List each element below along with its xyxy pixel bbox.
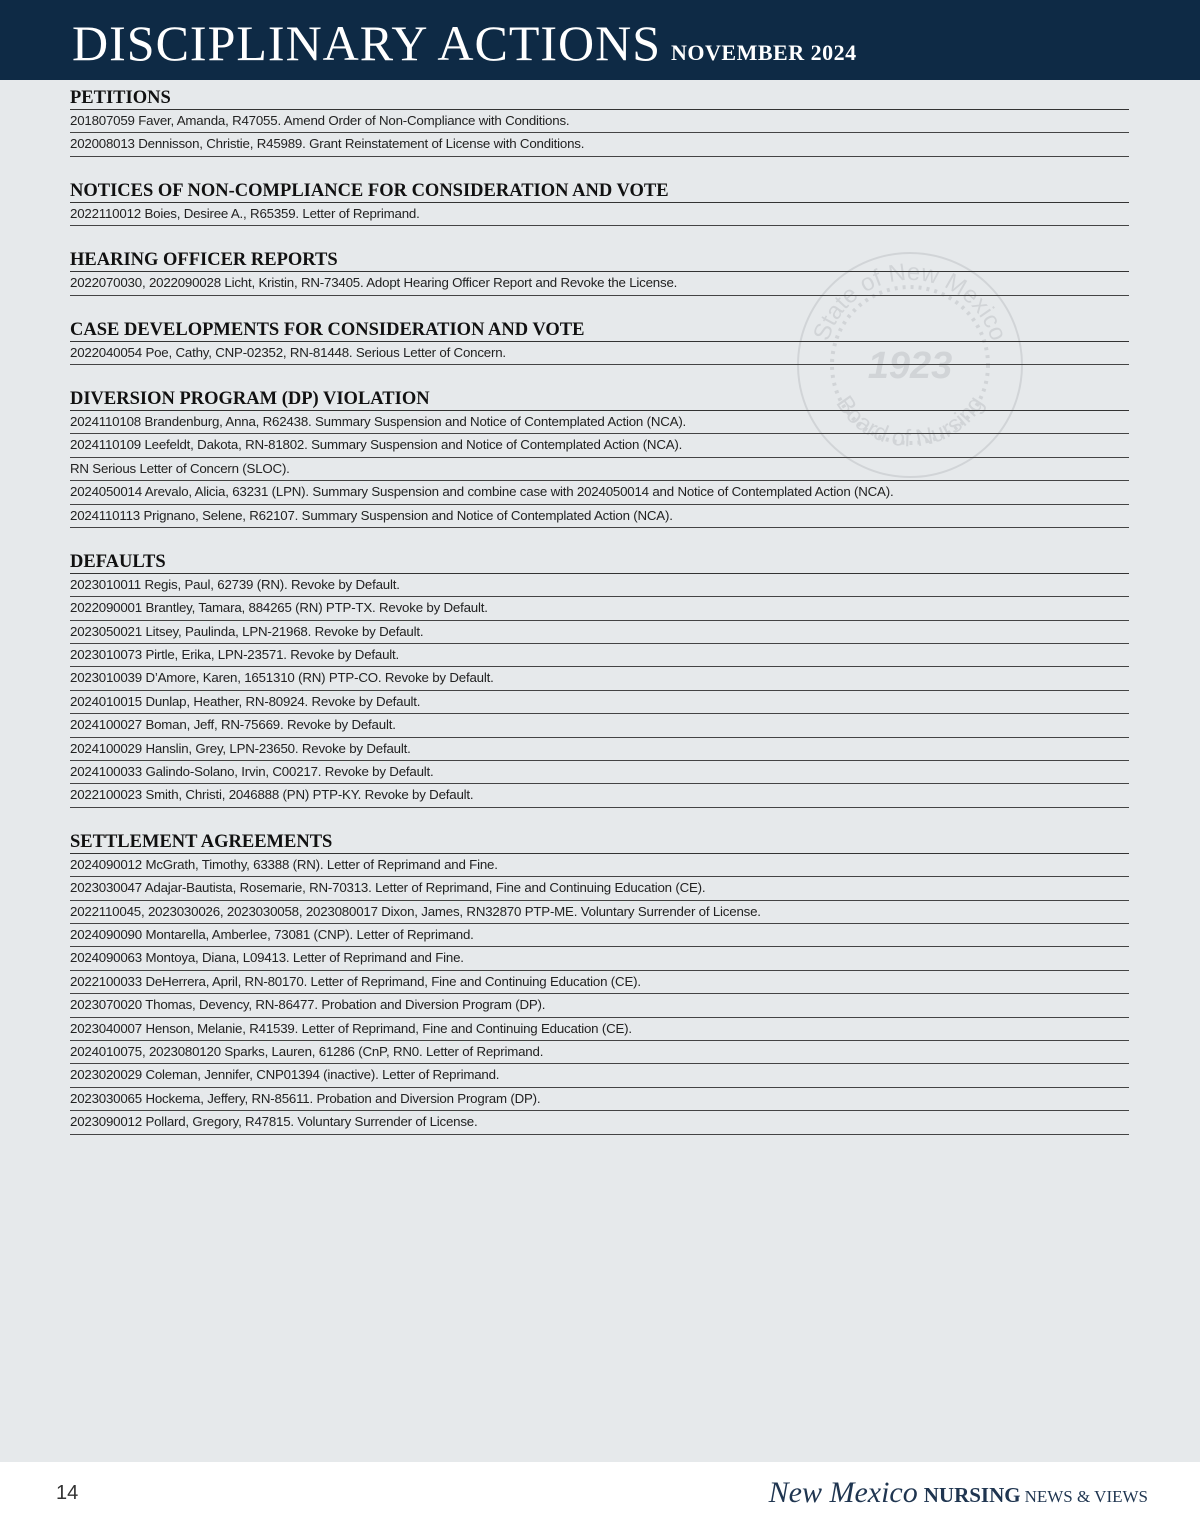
action-entry: 2024090063 Montoya, Diana, L09413. Letter of Reprimand and Fine. — [70, 947, 1129, 970]
action-entry: 2022100033 DeHerrera, April, RN-80170. Letter of Reprimand, Fine and Continuing Education (CE). — [70, 971, 1129, 994]
section — [70, 250, 1129, 295]
action-entry: 2023020029 Coleman, Jennifer, CNP01394 (inactive). Letter of Reprimand. — [70, 1064, 1129, 1087]
page-number: 14 — [56, 1482, 79, 1504]
action-entry: 2023050021 Litsey, Paulinda, LPN-21968. Revoke by Default. — [70, 621, 1129, 644]
action-entry: 2024100027 Boman, Jeff, RN-75669. Revoke by Default. — [70, 714, 1129, 737]
action-entry: 2024010015 Dunlap, Heather, RN-80924. Revoke by Default. — [70, 691, 1129, 714]
section-heading: CASE DEVELOPMENTS FOR CONSIDERATION AND VOTE — [70, 320, 1129, 342]
title-text: DISCIPLINARY ACTIONS — [72, 15, 662, 71]
section — [70, 88, 1129, 157]
page-footer — [0, 1462, 1200, 1540]
action-entry: 2024010075, 2023080120 Sparks, Lauren, 61286 (CnP, RN0. Letter of Reprimand. — [70, 1041, 1129, 1064]
action-entry: 2024110108 Brandenburg, Anna, R62438. Summary Suspension and Notice of Contemplated Action (NCA). — [70, 411, 1129, 434]
action-entry: 2024090012 McGrath, Timothy, 63388 (RN). Letter of Reprimand and Fine. — [70, 854, 1129, 877]
action-entry: 201807059 Faver, Amanda, R47055. Amend Order of Non-Compliance with Conditions. — [70, 110, 1129, 133]
action-entry: 2023010011 Regis, Paul, 62739 (RN). Revoke by Default. — [70, 574, 1129, 597]
section — [70, 552, 1129, 808]
action-entry: 2022090001 Brantley, Tamara, 884265 (RN) PTP-TX. Revoke by Default. — [70, 597, 1129, 620]
section-heading: HEARING OFFICER REPORTS — [70, 250, 1129, 272]
action-entry: 2023030047 Adajar-Bautista, Rosemarie, RN-70313. Letter of Reprimand, Fine and Continuing Education (CE). — [70, 877, 1129, 900]
section — [70, 320, 1129, 365]
issue-date: NOVEMBER 2024 — [671, 40, 857, 65]
section-heading: SETTLEMENT AGREEMENTS — [70, 832, 1129, 854]
page-title — [72, 13, 857, 83]
action-entry: 202008013 Dennisson, Christie, R45989. Grant Reinstatement of License with Conditions. — [70, 133, 1129, 156]
section — [70, 832, 1129, 1135]
action-entry: 2024090090 Montarella, Amberlee, 73081 (CNP). Letter of Reprimand. — [70, 924, 1129, 947]
section-heading: DEFAULTS — [70, 552, 1129, 574]
seal-year: 1923 — [867, 345, 953, 387]
publication-masthead — [769, 1476, 1148, 1510]
action-entry: 2024110109 Leefeldt, Dakota, RN-81802. Summary Suspension and Notice of Contemplated Action (NCA). — [70, 434, 1129, 457]
action-entry: 2024050014 Arevalo, Alicia, 63231 (LPN). Summary Suspension and combine case with 2024050014 and Notice of Contemplated Action (NCA). — [70, 481, 1129, 504]
masthead-script: New Mexico — [768, 1476, 918, 1509]
section-heading: DIVERSION PROGRAM (DP) VIOLATION — [70, 389, 1129, 411]
header-banner — [0, 0, 1200, 80]
section-heading: PETITIONS — [70, 88, 1129, 110]
masthead-rest: NEWS & VIEWS — [1024, 1487, 1148, 1506]
action-entry: 2022110012 Boies, Desiree A., R65359. Letter of Reprimand. — [70, 203, 1129, 226]
masthead-bold: NURSING — [923, 1483, 1021, 1507]
action-entry: 2023010073 Pirtle, Erika, LPN-23571. Revoke by Default. — [70, 644, 1129, 667]
section-heading: NOTICES OF NON-COMPLIANCE FOR CONSIDERATION AND VOTE — [70, 181, 1129, 203]
seal-arc-top: State of New Mexico — [808, 258, 1012, 345]
action-entry: RN Serious Letter of Concern (SLOC). — [70, 458, 1129, 481]
actions-list — [70, 88, 1129, 1159]
action-entry: 2022100023 Smith, Christi, 2046888 (PN) PTP-KY. Revoke by Default. — [70, 784, 1129, 807]
section — [70, 181, 1129, 226]
seal-arc-bottom: Board of Nursing — [830, 391, 990, 453]
action-entry: 2024110113 Prignano, Selene, R62107. Summary Suspension and Notice of Contemplated Action (NCA). — [70, 505, 1129, 528]
action-entry: 2024100033 Galindo-Solano, Irvin, C00217. Revoke by Default. — [70, 761, 1129, 784]
action-entry: 2023090012 Pollard, Gregory, R47815. Voluntary Surrender of License. — [70, 1111, 1129, 1134]
action-entry: 2022070030, 2022090028 Licht, Kristin, RN-73405. Adopt Hearing Officer Report and Revoke the License. — [70, 272, 1129, 295]
action-entry: 2022110045, 2023030026, 2023030058, 2023080017 Dixon, James, RN32870 PTP-ME. Voluntary Surrender of License. — [70, 901, 1129, 924]
section — [70, 389, 1129, 528]
action-entry: 2023040007 Henson, Melanie, R41539. Letter of Reprimand, Fine and Continuing Education (CE). — [70, 1018, 1129, 1041]
action-entry: 2023030065 Hockema, Jeffery, RN-85611. Probation and Diversion Program (DP). — [70, 1088, 1129, 1111]
action-entry: 2022040054 Poe, Cathy, CNP-02352, RN-81448. Serious Letter of Concern. — [70, 342, 1129, 365]
action-entry: 2024100029 Hanslin, Grey, LPN-23650. Revoke by Default. — [70, 738, 1129, 761]
action-entry: 2023070020 Thomas, Devency, RN-86477. Probation and Diversion Program (DP). — [70, 994, 1129, 1017]
action-entry: 2023010039 D’Amore, Karen, 1651310 (RN) PTP-CO. Revoke by Default. — [70, 667, 1129, 690]
